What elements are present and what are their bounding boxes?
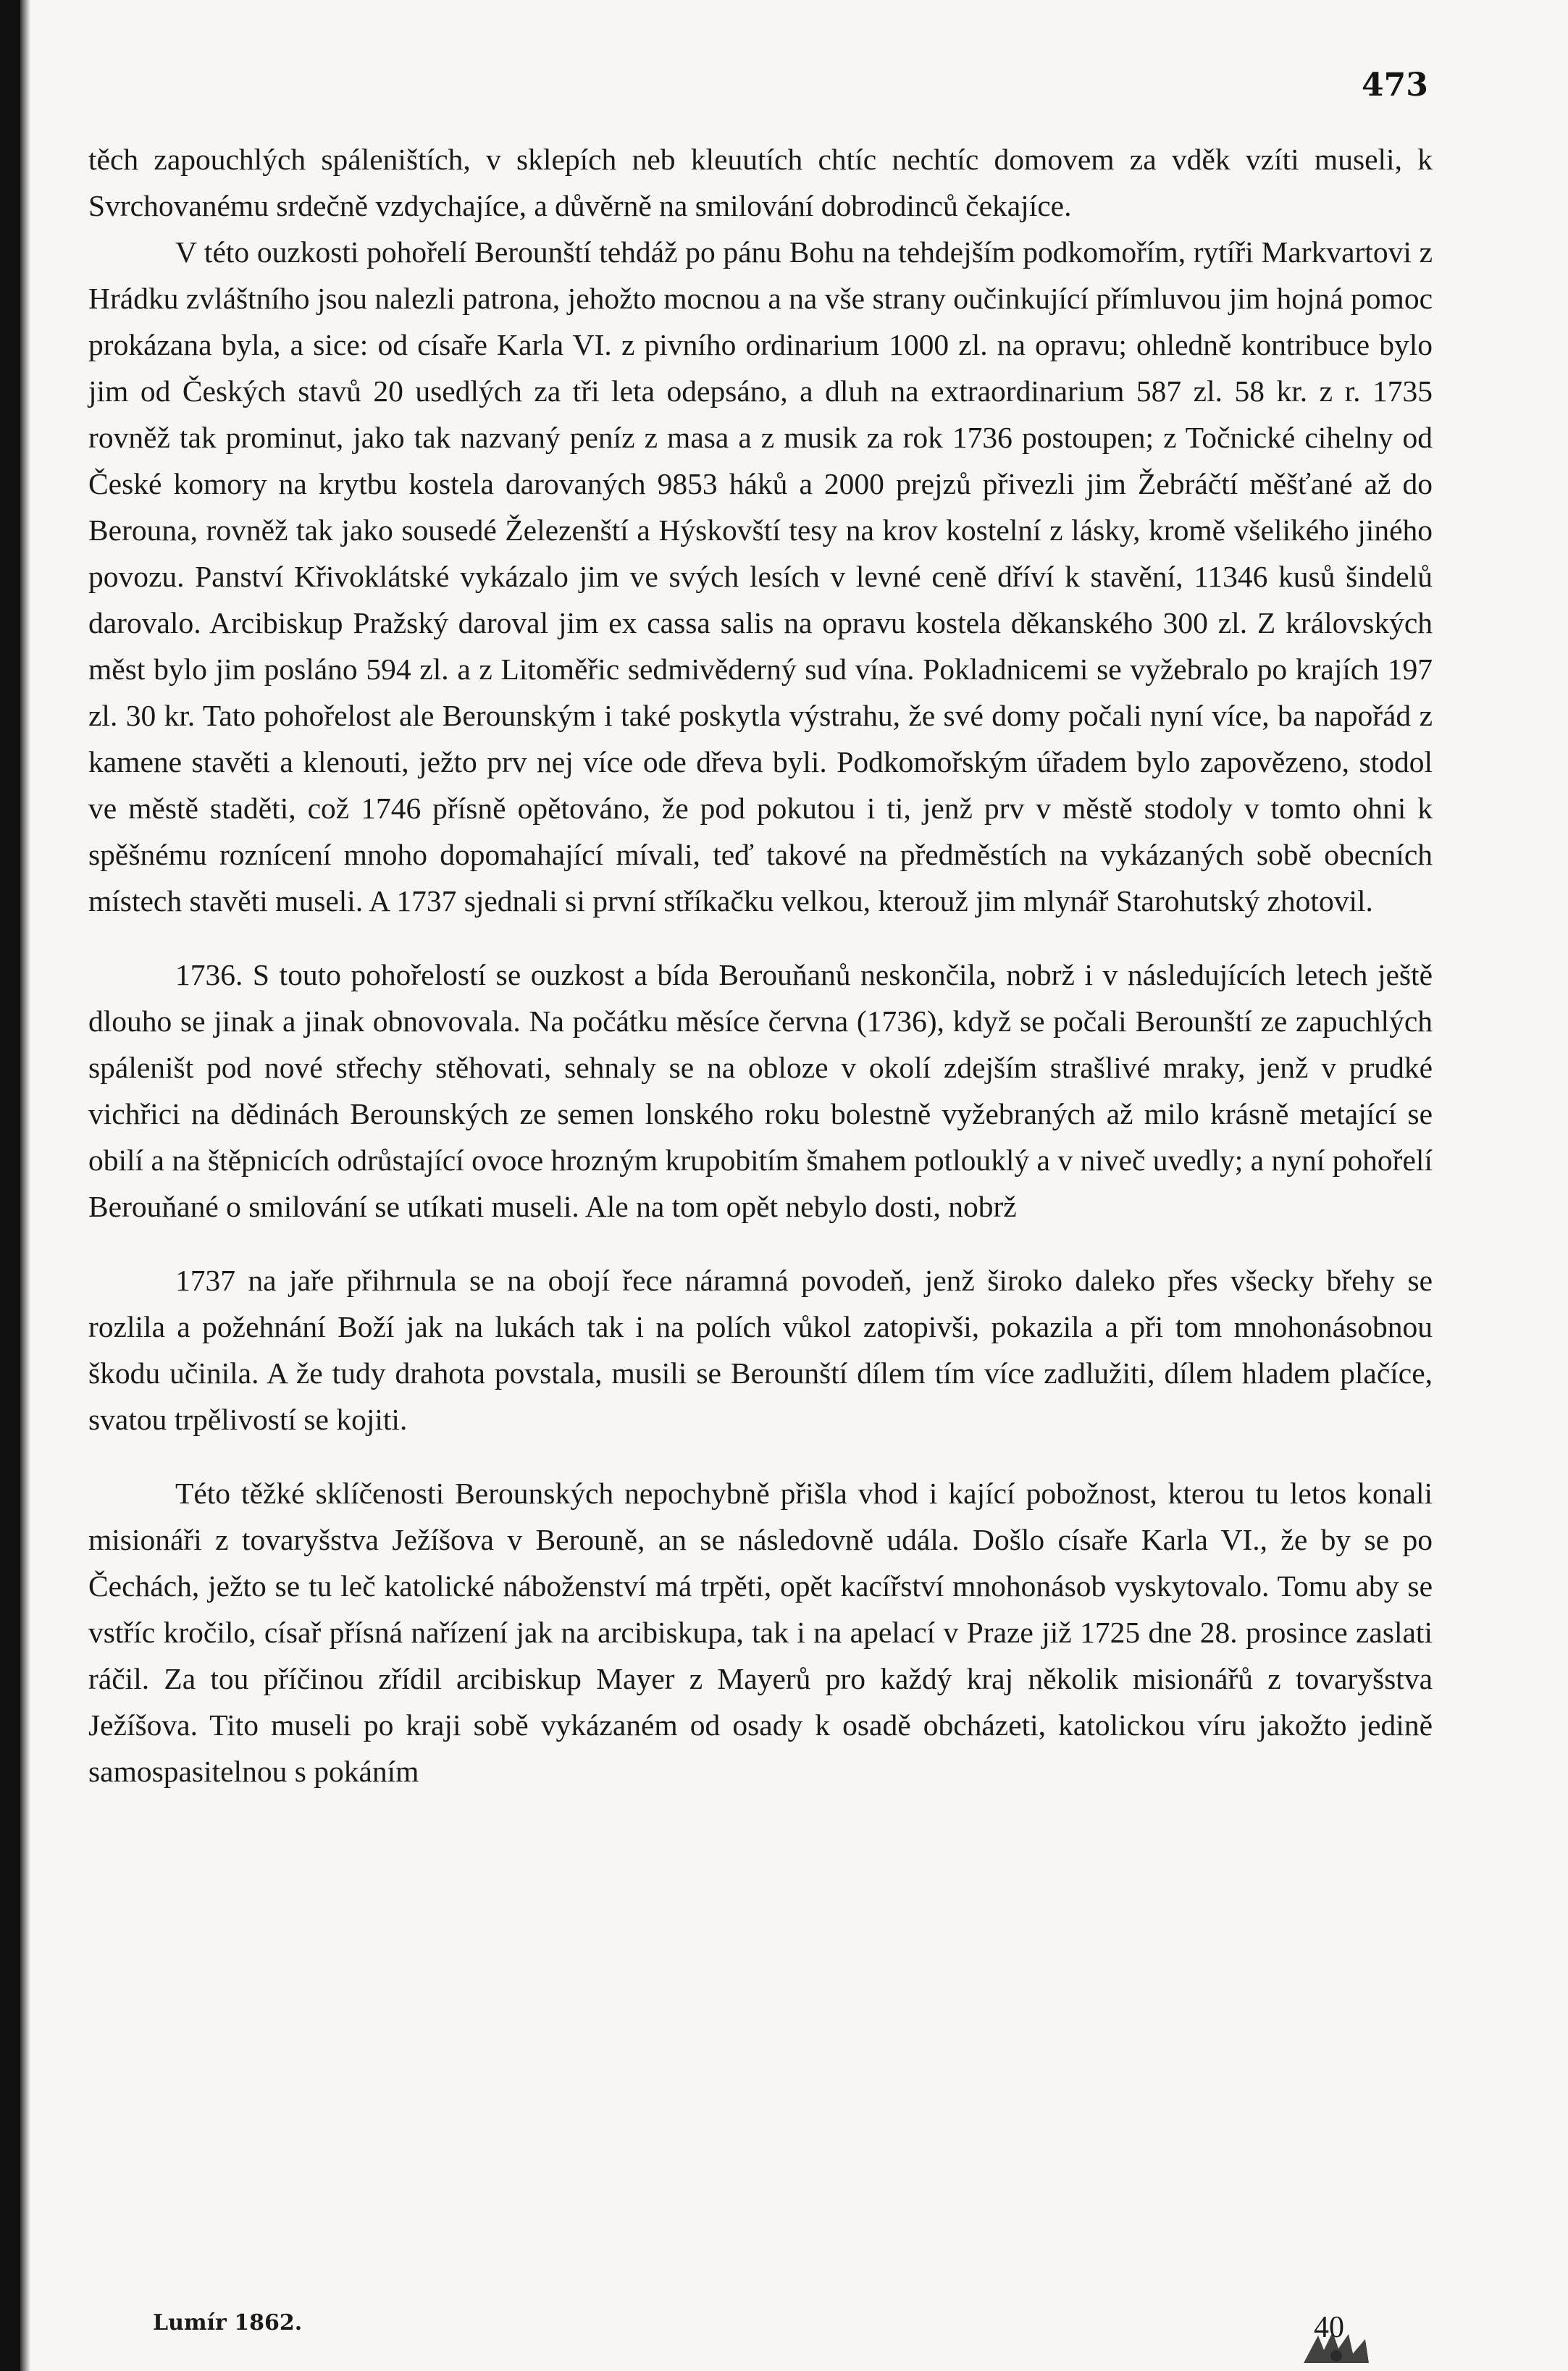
footer-sheet-number: 40 [1314, 2311, 1344, 2344]
paragraph-2: V této ouzkosti pohořelí Berounští tehdáž po pánu Bohu na tehdejším podkomořím, rytíři Markvartovi z Hrádku zvláštního jsou nalezli patrona, jehožto mocnou a na vše strany oučinkující přímluvou jim hojná pomoc prokázana byla, a sice: od císaře Karla VI. z pivního ordinarium 1000 zl. na opravu; ohledně kontribuce bylo jim od Českých stavů 20 usedlých za tři leta odepsáno, a dluh na extraordinarium 587 zl. 58 kr. z r. 1735 rovněž tak prominut, jako tak nazvaný peníz z masa a z musik za rok 1736 postoupen; z Točnické cihelny od České komory na krytbu kostela darovaných 9853 háků a 2000 prejzů přivezli jim Žebráčtí měšťané až do Berouna, rovněž tak jako sousedé Železenští a Hýskovští tesy na krov kostelní z lásky, kromě všelikého jiného povozu. Panství Křivoklátské vykázalo jim ve svých lesích v levné ceně dříví k stavění, 11346 kusů šindelů darovalo. Arcibiskup Pražský daroval jim ex cassa salis na opravu kostela děkanského 300 zl. Z královských měst bylo jim posláno 594 zl. a z Litoměřic sedmivěderný sud vína. Pokladnicemi se vyžebralo po krajích 197 zl. 30 kr. Tato pohořelost ale Berounským i také poskytla výstrahu, že své domy počali nyní více, ba napořád z kamene stavěti a klenouti, ježto prv nej více ode dřeva byli. Podkomořským úřadem bylo zapovězeno, stodol ve městě staděti, což 1746 přísně opětováno, že pod pokutou i ti, jenž prv v městě stodoly v tomto ohni k spěšnému roznícení mnoho dopomahající mívali, teď takové na předměstích na vykázaných sobě obecních místech stavěti museli. A 1737 sjednali si první stříkačku velkou, kterouž jim mlynář Starohutský zhotovil. [88, 235, 1433, 918]
body-text [88, 136, 1433, 1795]
footer-signature: Lumír 1862. [153, 2310, 303, 2336]
paragraph-3: 1736. S touto pohořelostí se ouzkost a bída Berouňanů neskončila, nobrž i v následujících letech ještě dlouho se jinak a jinak obnovovala. Na počátku měsíce června (1736), když se počali Berounští ze zapuchlých spáleništ pod nové střechy stěhovati, sehnaly se na obloze v okolí zdejším strašlivé mraky, jenž v prudké vichřici na dědinách Berounských ze semen lonského roku bolestně vyžebraných až milo krásně metající se obilí a na štěpnicích odrůstající ovoce hrozným krupobitím šmahem potlouklý a v niveč uvedly; a nyní pohořelí Berouňané o smilování se utíkati museli. Ale na tom opět nebylo dosti, nobrž [88, 958, 1433, 1223]
paragraph-1: těch zapouchlých spáleništích, v sklepích neb kleuutích chtíc nechtíc domovem za vděk vzíti museli, k Svrchovanému srdečně vzdychajíce, a důvěrně na smilování dobrodinců čekajíce. [88, 143, 1433, 222]
paragraph-4: 1737 na jaře přihrnula se na obojí řece náramná povodeň, jenž široko daleko přes všecky břehy se rozlila a požehnání Boží jak na lukách tak i na polích vůkol zatopivši, pokazila a při tom mnohonásobnou škodu učinila. A že tudy drahota povstala, musili se Berounští dílem tím více zadlužiti, dílem hladem plačíce, svatou trpělivostí se kojiti. [88, 1264, 1433, 1436]
book-page [20, 0, 1568, 2371]
page-edge-shadow [20, 0, 30, 2371]
paragraph-5: Této těžké sklíčenosti Berounských nepochybně přišla vhod i kající pobožnost, kterou tu letos konali misionáři z tovaryšstva Ježíšova v Berouně, an se následovně udála. Došlo císaře Karla VI., že by se po Čechách, ježto se tu leč katolické náboženství má trpěti, opět kacířství mnohonásob vyskytovalo. Tomu aby se vstříc kročilo, císař přísná nařízení jak na arcibiskupa, tak i na apelací v Praze již 1725 dne 28. prosince zaslati ráčil. Za tou příčinou zřídil arcibiskup Mayer z Mayerů pro každý kraj několik misionářů z tovaryšstva Ježíšova. Tito museli po kraji sobě vykázaném od osady k osadě obcházeti, katolickou víru jakožto jedině samospasitelnou s pokáním [88, 1477, 1433, 1788]
page-number: 473 [1362, 67, 1428, 104]
library-stamp-icon [1296, 2328, 1376, 2364]
